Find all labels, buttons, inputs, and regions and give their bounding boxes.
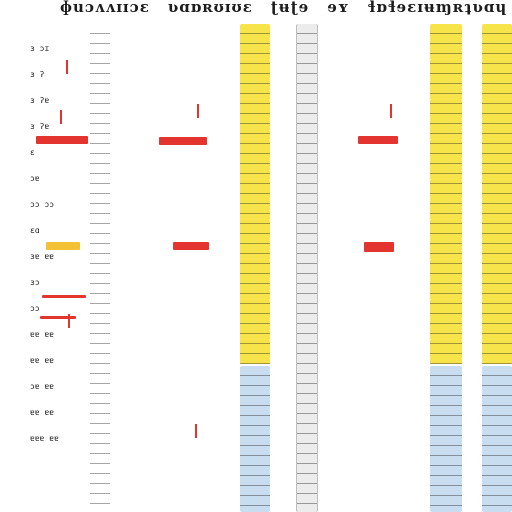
left-row: ɛ: [30, 148, 35, 157]
left-row: ɔɔ: [30, 304, 40, 313]
left-row: ɔɔ ɔɔ: [30, 200, 55, 209]
tick-marks: [482, 24, 512, 364]
left-row: ɜ ɔɪ: [30, 44, 50, 53]
tick-marks: [240, 24, 270, 364]
left-row: ɜ ʔɐ: [30, 122, 50, 131]
tick-column-left: [90, 24, 110, 512]
red-box: [364, 242, 394, 252]
red-underline: [40, 316, 76, 319]
blue-scale-edge: [482, 366, 512, 512]
label-column-left: [30, 24, 88, 512]
left-row: ɔɐ ɐɐ: [30, 382, 55, 391]
left-row: ɜɐ ɐɐ: [30, 252, 55, 261]
red-marker: [195, 424, 197, 438]
red-marker: [68, 314, 70, 328]
tick-marks: [430, 24, 462, 364]
tick-marks: [90, 24, 110, 512]
red-highlight: [173, 242, 209, 250]
yellow-highlight: [46, 242, 80, 250]
red-underline: [42, 295, 86, 298]
blue-scale-left: [240, 366, 270, 512]
header-title-3: ʈʉʈɘ: [270, 0, 310, 16]
tick-marks: [297, 24, 317, 512]
left-row: ɐɐ ɐɐ: [30, 408, 55, 417]
left-row: ɐɐ ɐɐ: [30, 356, 55, 365]
yellow-scale-left: [240, 24, 270, 364]
left-row: ɜ ʔɐ: [30, 96, 50, 105]
header-title-4: ɘʏ: [327, 0, 350, 16]
left-row: ɛɑ: [30, 226, 40, 235]
columns: [0, 16, 512, 512]
label-column-right: [348, 24, 408, 512]
left-label-rows: [30, 24, 88, 512]
red-highlight: [36, 136, 88, 144]
left-row: ɐɐ ɐɐ: [30, 330, 55, 339]
header: [60, 0, 508, 16]
header-title-5: ɬɒɬɘɛɪʉɱʀʇʋɑɥ: [367, 0, 508, 16]
header-title-2: ʋɑɒʀʊɪʊɛ: [167, 0, 253, 16]
red-highlight: [159, 137, 207, 145]
header-title-1: ɸuɔʌʌɪɪɔɛ: [60, 0, 150, 16]
left-row: ɜɔ: [30, 278, 40, 287]
red-marker: [66, 60, 68, 74]
red-highlight: [358, 136, 398, 144]
gray-ruler: [296, 24, 318, 512]
tick-marks: [430, 366, 462, 512]
yellow-scale-edge: [482, 24, 512, 364]
red-marker: [390, 104, 392, 118]
label-column-middle: [155, 24, 215, 512]
left-row: ɔɐ: [30, 174, 40, 183]
red-marker: [60, 110, 62, 124]
tick-marks: [482, 366, 512, 512]
left-row: ɐɐɐ ɐɐ: [30, 434, 59, 443]
red-marker: [197, 104, 199, 118]
blue-scale-right: [430, 366, 462, 512]
left-row: ɜ ʔ: [30, 70, 45, 79]
tick-marks: [240, 366, 270, 512]
yellow-scale-right: [430, 24, 462, 364]
